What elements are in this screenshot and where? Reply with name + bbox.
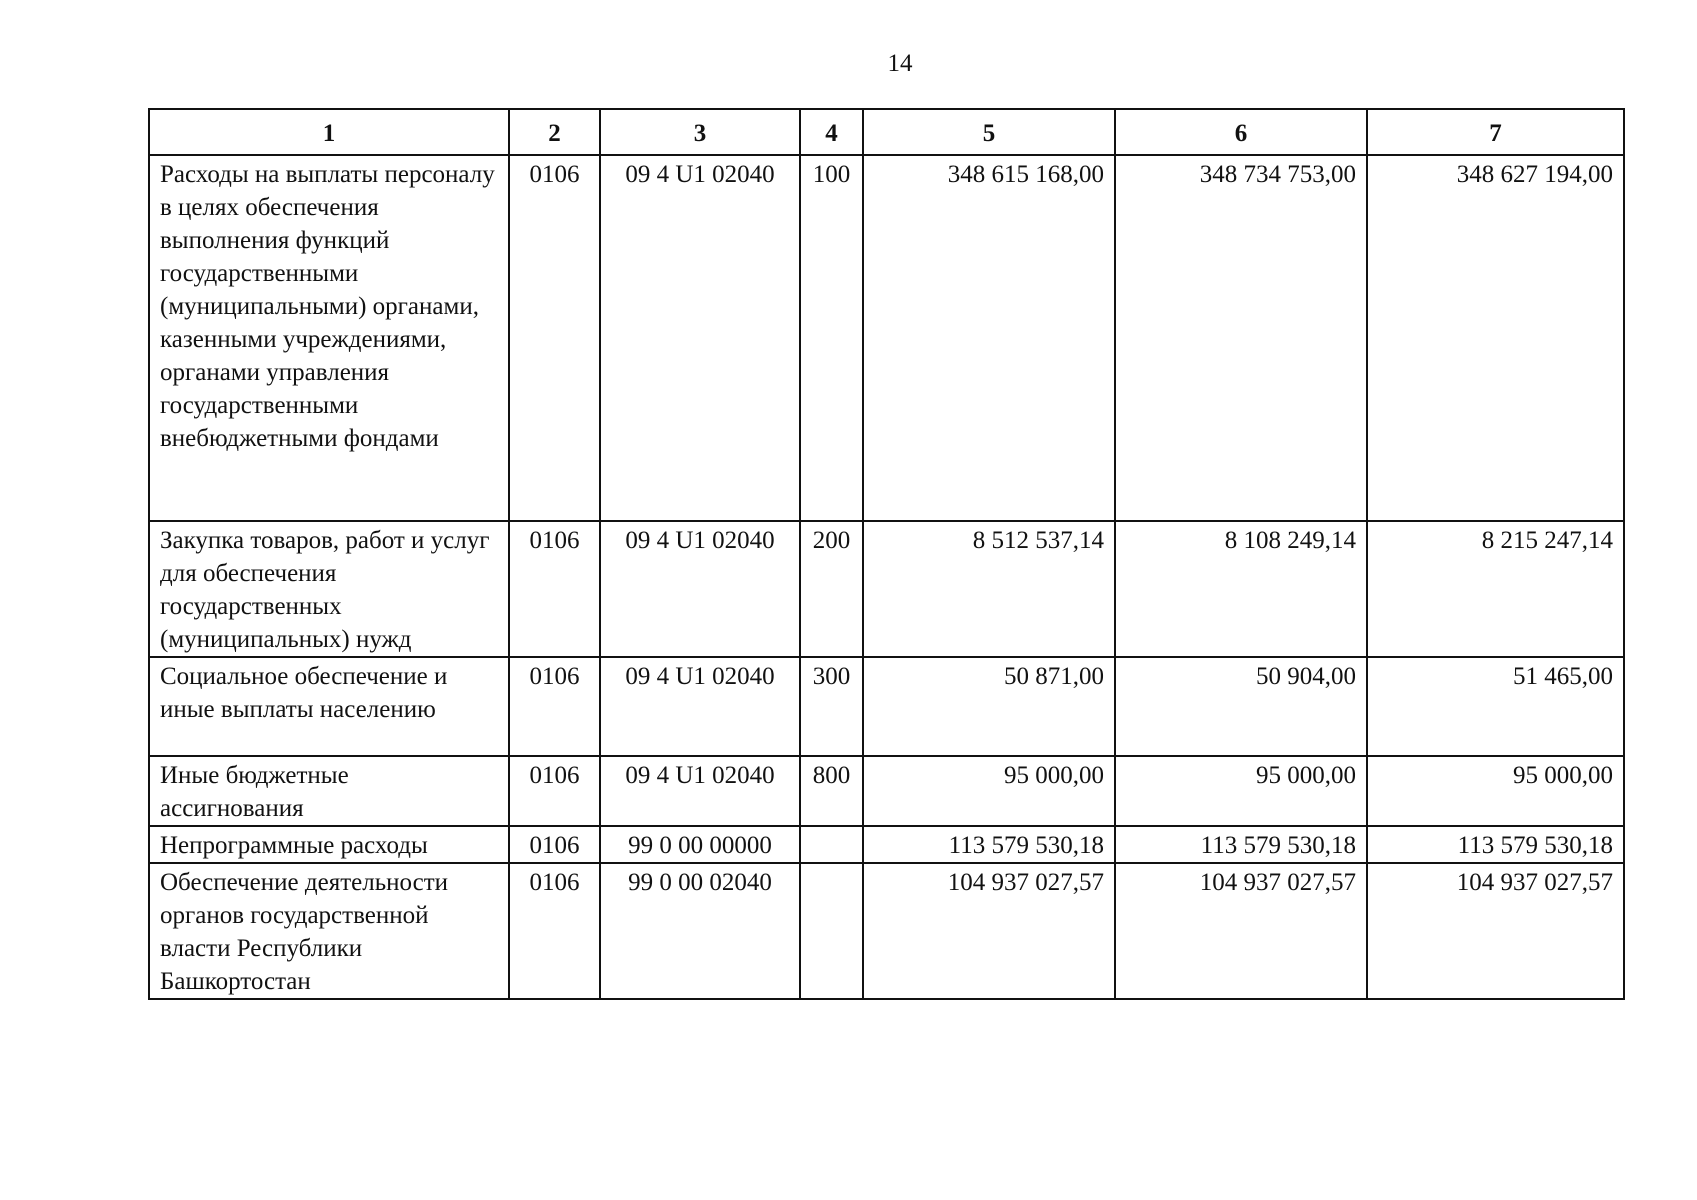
row-type: 200 (800, 521, 863, 657)
table-row (149, 657, 1624, 756)
row-target: 09 4 U1 02040 (600, 155, 800, 521)
header-col-2: 2 (509, 109, 600, 155)
row-target: 09 4 U1 02040 (600, 657, 800, 756)
table-row (149, 521, 1624, 657)
row-type: 800 (800, 756, 863, 826)
row-name: Иные бюджетные ассигнования (149, 756, 509, 826)
header-row (149, 109, 1624, 155)
row-type (800, 826, 863, 863)
row-value-5: 50 871,00 (863, 657, 1115, 756)
row-value-7: 8 215 247,14 (1367, 521, 1624, 657)
row-section: 0106 (509, 756, 600, 826)
row-value-5: 104 937 027,57 (863, 863, 1115, 999)
header-col-1: 1 (149, 109, 509, 155)
row-value-7: 113 579 530,18 (1367, 826, 1624, 863)
row-target: 09 4 U1 02040 (600, 521, 800, 657)
row-value-7: 348 627 194,00 (1367, 155, 1624, 521)
row-value-6: 348 734 753,00 (1115, 155, 1367, 521)
row-value-6: 50 904,00 (1115, 657, 1367, 756)
row-name: Закупка товаров, работ и услуг для обеспечения государственных (муниципальных) нужд (149, 521, 509, 657)
table-body (149, 155, 1624, 999)
row-section: 0106 (509, 155, 600, 521)
row-type: 300 (800, 657, 863, 756)
row-section: 0106 (509, 521, 600, 657)
row-value-6: 104 937 027,57 (1115, 863, 1367, 999)
table-row (149, 863, 1624, 999)
row-section: 0106 (509, 863, 600, 999)
header-col-4: 4 (800, 109, 863, 155)
header-col-6: 6 (1115, 109, 1367, 155)
row-target: 99 0 00 02040 (600, 863, 800, 999)
row-type: 100 (800, 155, 863, 521)
row-value-5: 348 615 168,00 (863, 155, 1115, 521)
page-number: 14 (887, 50, 913, 77)
row-value-7: 51 465,00 (1367, 657, 1624, 756)
row-name: Социальное обеспечение и иные выплаты населению (149, 657, 509, 756)
row-value-7: 104 937 027,57 (1367, 863, 1624, 999)
budget-table (148, 108, 1625, 1000)
table-header (149, 109, 1624, 155)
header-col-7: 7 (1367, 109, 1624, 155)
row-section: 0106 (509, 657, 600, 756)
row-value-7: 95 000,00 (1367, 756, 1624, 826)
row-value-5: 113 579 530,18 (863, 826, 1115, 863)
row-name: Обеспечение деятельности органов государственной власти Республики Башкортостан (149, 863, 509, 999)
row-name: Расходы на выплаты персоналу в целях обеспечения выполнения функций государственными (муниципальными) органами, казенными учреждениями, органами управления государственными внебюджетными фондами (149, 155, 509, 521)
row-value-5: 95 000,00 (863, 756, 1115, 826)
row-value-6: 95 000,00 (1115, 756, 1367, 826)
row-value-5: 8 512 537,14 (863, 521, 1115, 657)
row-value-6: 113 579 530,18 (1115, 826, 1367, 863)
row-target: 09 4 U1 02040 (600, 756, 800, 826)
row-value-6: 8 108 249,14 (1115, 521, 1367, 657)
row-name: Непрограммные расходы (149, 826, 509, 863)
table-row (149, 826, 1624, 863)
row-type (800, 863, 863, 999)
header-col-3: 3 (600, 109, 800, 155)
row-target: 99 0 00 00000 (600, 826, 800, 863)
table-row (149, 756, 1624, 826)
row-section: 0106 (509, 826, 600, 863)
table-row (149, 155, 1624, 521)
header-col-5: 5 (863, 109, 1115, 155)
